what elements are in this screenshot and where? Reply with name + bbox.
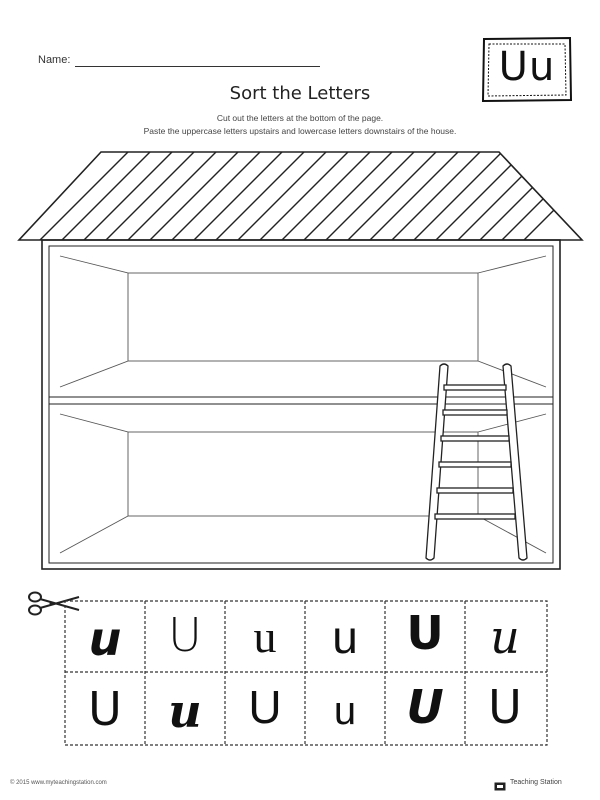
roof — [40, 152, 600, 240]
letter-cutout[interactable]: U — [168, 608, 202, 662]
letter-cutout[interactable]: u — [490, 610, 520, 664]
letter-cutout[interactable]: u — [333, 689, 357, 733]
letter-cutout[interactable]: u — [332, 611, 358, 663]
letter-cutout[interactable]: U — [88, 682, 122, 736]
name-label: Name: — [38, 54, 71, 66]
letter-cutout[interactable]: u — [168, 684, 202, 738]
letter-cutout[interactable]: U — [488, 680, 522, 734]
upper-room — [60, 256, 546, 387]
letter-badge: Uu — [498, 44, 556, 90]
brand-logo-icon — [494, 778, 506, 787]
letter-cutout[interactable]: U — [406, 606, 444, 660]
footer-copyright: © 2015 www.myteachingstation.com — [10, 780, 107, 786]
lower-room — [60, 414, 546, 553]
instruction-line-2: Paste the uppercase letters upstairs and lowercase letters downstairs of the house. — [143, 126, 457, 136]
cutout-grid — [64, 600, 548, 746]
worksheet-title: Sort the Letters — [229, 83, 371, 104]
footer-brand: Teaching Station — [510, 779, 562, 786]
letter-cutout[interactable]: U — [248, 681, 282, 733]
letter-cutout[interactable]: U — [406, 680, 444, 734]
letter-cutout[interactable]: u — [253, 611, 277, 662]
ladder — [426, 364, 527, 560]
letter-cutout[interactable]: u — [88, 612, 122, 666]
instruction-line-1: Cut out the letters at the bottom of the page. — [216, 113, 384, 123]
